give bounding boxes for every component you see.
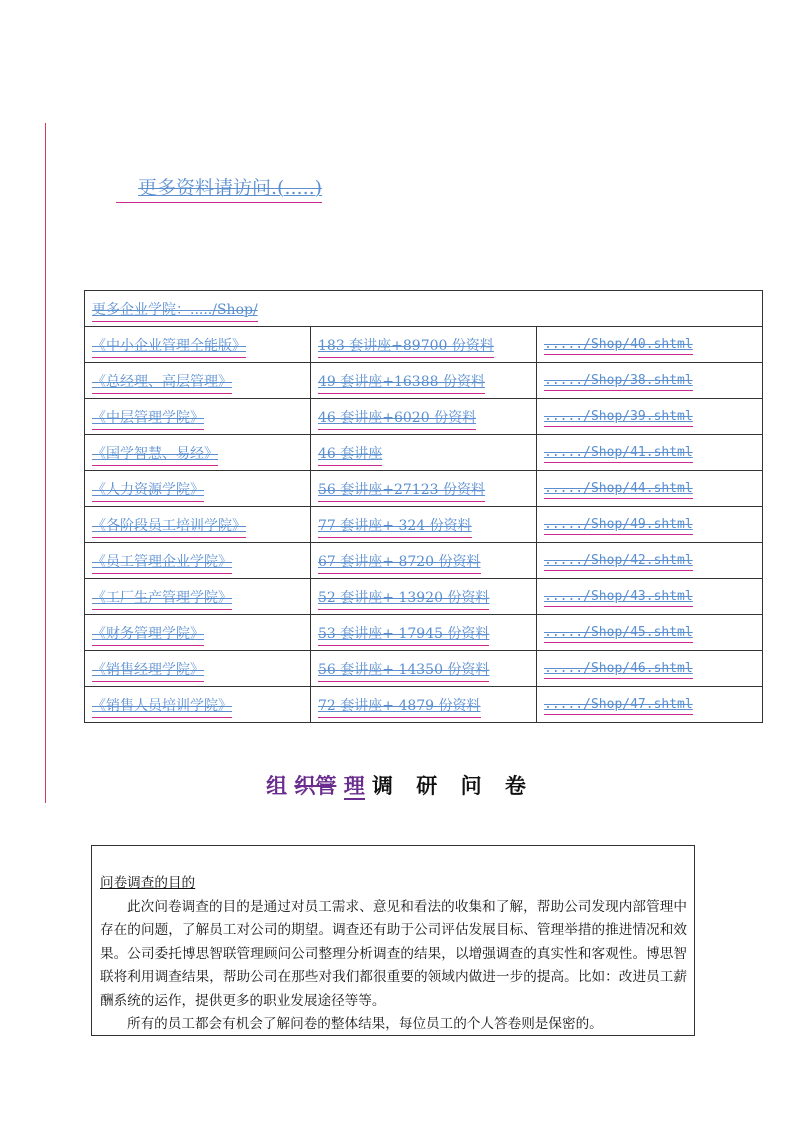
course-url-link[interactable]: ...../Shop/44.shtml (544, 481, 693, 496)
table-cell (311, 435, 537, 471)
table-header-row (85, 291, 763, 327)
table-cell (537, 543, 763, 579)
table-cell (311, 651, 537, 687)
table-cell (311, 471, 537, 507)
table-cell (85, 507, 311, 543)
course-url-link[interactable]: ...../Shop/42.shtml (544, 553, 693, 568)
course-name-link[interactable]: 《中小企业管理全能版》 (92, 335, 246, 355)
table-cell (537, 399, 763, 435)
table-cell (311, 363, 537, 399)
course-count-link[interactable]: 52 套讲座+ 13920 份资料 (318, 587, 489, 607)
table-cell (85, 651, 311, 687)
purpose-paragraph-1: 此次问卷调查的目的是通过对员工需求、意见和看法的收集和了解，帮助公司发现内部管理中存在的问题，了解员工对公司的期望。调查还有助于公司评估发展目标、管理举措的推进情况和效果。公司委托博思智联管理顾问公司整理分析调查的结果，以增强调查的真实性和客观性。博思智联将利用调查结果，帮助公司在那些对我们都很重要的领域内做进一步的提高。比如：改进员工薪酬系统的运作，提供更多的职业发展途径等等。 (100, 898, 687, 1009)
table-row (85, 543, 763, 579)
purpose-paragraph-2: 所有的员工都会有机会了解问卷的整体结果，每位员工的个人答卷则是保密的。 (127, 1016, 603, 1032)
table-cell (311, 399, 537, 435)
course-url-link[interactable]: ...../Shop/46.shtml (544, 661, 693, 676)
course-count-link[interactable]: 67 套讲座+ 8720 份资料 (318, 551, 481, 571)
table-row (85, 399, 763, 435)
table-cell (85, 579, 311, 615)
course-count-link[interactable]: 183 套讲座+89700 份资料 (318, 335, 494, 355)
table-row (85, 615, 763, 651)
course-url-link[interactable]: ...../Shop/43.shtml (544, 589, 693, 604)
page-title (0, 770, 800, 800)
course-url-link[interactable]: ...../Shop/38.shtml (544, 373, 693, 388)
course-url-link[interactable]: ...../Shop/47.shtml (544, 697, 693, 712)
table-row (85, 363, 763, 399)
table-cell (311, 543, 537, 579)
course-count-link[interactable]: 46 套讲座 (318, 443, 382, 463)
table-cell (537, 579, 763, 615)
table-row (85, 435, 763, 471)
table-cell (311, 615, 537, 651)
course-count-link[interactable]: 77 套讲座+ 324 份资料 (318, 515, 472, 535)
more-info-link[interactable]: 更多资料请访问.(.....) (116, 173, 322, 200)
course-url-link[interactable]: ...../Shop/40.shtml (544, 337, 693, 352)
table-cell (311, 327, 537, 363)
title-survey-text: 调 研 问 卷 (372, 773, 534, 798)
course-table (84, 290, 763, 723)
table-row (85, 327, 763, 363)
table-cell (85, 687, 311, 723)
table-cell (311, 579, 537, 615)
course-count-link[interactable]: 56 套讲座+27123 份资料 (318, 479, 485, 499)
course-name-link[interactable]: 《各阶段员工培训学院》 (92, 515, 246, 535)
table-cell (537, 615, 763, 651)
table-cell (537, 435, 763, 471)
revision-margin-bar (45, 123, 46, 803)
table-cell (85, 435, 311, 471)
course-name-link[interactable]: 《员工管理企业学院》 (92, 551, 232, 571)
table-cell (85, 399, 311, 435)
course-url-link[interactable]: ...../Shop/41.shtml (544, 445, 693, 460)
course-name-link[interactable]: 《销售人员培训学院》 (92, 695, 232, 715)
survey-purpose-box (91, 845, 695, 1036)
course-count-link[interactable]: 56 套讲座+ 14350 份资料 (318, 659, 489, 679)
title-struck-part: 织管 (294, 773, 337, 798)
table-row (85, 651, 763, 687)
course-count-link[interactable]: 72 套讲座+ 4879 份资料 (318, 695, 481, 715)
table-cell (537, 687, 763, 723)
course-url-link[interactable]: ...../Shop/45.shtml (544, 625, 693, 640)
table-cell (85, 615, 311, 651)
course-count-link[interactable]: 49 套讲座+16388 份资料 (318, 371, 485, 391)
purpose-heading: 问卷调查的目的 (100, 875, 196, 891)
table-cell (85, 471, 311, 507)
table-row (85, 507, 763, 543)
table-cell (537, 471, 763, 507)
table-row (85, 579, 763, 615)
course-name-link[interactable]: 《人力资源学院》 (92, 479, 204, 499)
course-name-link[interactable]: 《中层管理学院》 (92, 407, 204, 427)
table-header-cell (85, 291, 763, 327)
table-cell (537, 327, 763, 363)
table-cell (537, 363, 763, 399)
table-row (85, 471, 763, 507)
table-cell (537, 507, 763, 543)
table-cell (537, 651, 763, 687)
course-name-link[interactable]: 《工厂生产管理学院》 (92, 587, 232, 607)
table-cell (311, 507, 537, 543)
course-count-link[interactable]: 53 套讲座+ 17945 份资料 (318, 623, 489, 643)
course-url-link[interactable]: ...../Shop/39.shtml (544, 409, 693, 424)
table-cell (85, 543, 311, 579)
title-underlined-part: 理 (343, 773, 365, 798)
course-name-link[interactable]: 《销售经理学院》 (92, 659, 204, 679)
table-row (85, 687, 763, 723)
title-char-1: 组 (266, 773, 288, 798)
table-cell (311, 687, 537, 723)
course-name-link[interactable]: 《国学智慧、易经》 (92, 443, 218, 463)
course-count-link[interactable]: 46 套讲座+6020 份资料 (318, 407, 476, 427)
course-name-link[interactable]: 《财务管理学院》 (92, 623, 204, 643)
course-url-link[interactable]: ...../Shop/49.shtml (544, 517, 693, 532)
table-cell (85, 327, 311, 363)
table-cell (85, 363, 311, 399)
course-name-link[interactable]: 《总经理、高层管理》 (92, 371, 232, 391)
enterprise-college-link[interactable]: 更多企业学院：...../Shop/ (92, 299, 258, 319)
title-revised-part (266, 773, 365, 800)
